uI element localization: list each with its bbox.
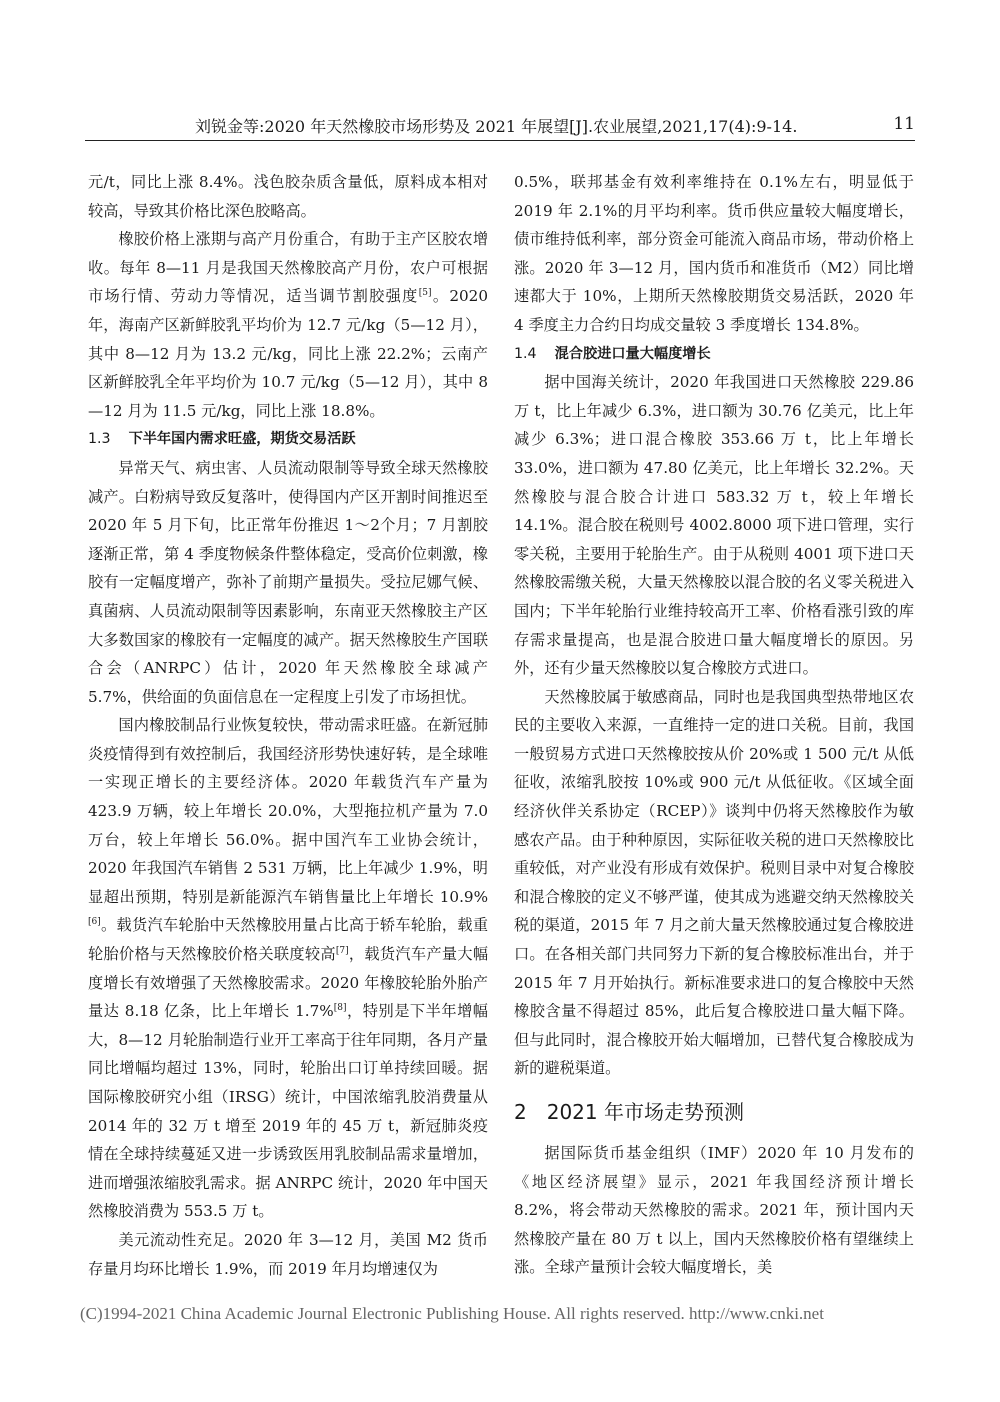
page-number: 11 <box>893 114 915 134</box>
paragraph: 橡胶价格上涨期与高产月份重合，有助于主产区胶农增收。每年 8—11 月是我国天然橡胶高产月份，农户可根据市场行情、劳动力等情况，适当调节割胶强度[5]。2020 年，海南产区新鲜胶乳平均价为 12.7 元/kg（5—12 月），其中 8—12 月为 13.2 元/kg，同比上涨 22.2%；云南产区新鲜胶乳全年平均价为 10.7 元/kg（5—12 月），其中 8—12 月为 11.5 元/kg，同比上涨 18.8%。 <box>88 230 489 420</box>
copyright-watermark: (C)1994-2021 China Academic Journal Electronic Publishing House. All rights reserved. http://www.cnki.net <box>80 1304 824 1323</box>
citation-ref: [6] <box>88 917 101 928</box>
header-citation: 刘锐金等:2020 年天然橡胶市场形势及 2021 年展望[J].农业展望,2021,17(4):9-14. <box>195 117 798 136</box>
paragraph: 天然橡胶属于敏感商品，同时也是我国典型热带地区农民的主要收入来源，一直维持一定的进口关税。目前，我国一般贸易方式进口天然橡胶按从价 20%或 1 500 元/t 从低征收，浓缩乳胶按 10%或 900 元/t 从低征收。《区域全面经济伙伴关系协定（RCEP）》谈判中仍将天然橡胶作为敏感农产品。由于种种原因，实际征收关税的进口天然橡胶比重较低，对产业没有形成有效保护。税则目录中对复合橡胶和混合橡胶的定义不够严谨，使其成为逃避交纳天然橡胶关税的渠道，2015 年 7 月之前大量天然橡胶通过复合橡胶进口。在各相关部门共同努力下新的复合橡胶标准出台，并于 2015 年 7 月开始执行。新标准要求进口的复合橡胶中天然橡胶含量不得超过 85%，此后复合橡胶进口量大幅下降。但与此同时，混合橡胶开始大幅增加，已替代复合橡胶成为新的避税渠道。 <box>514 687 914 1078</box>
paragraph: 异常天气、病虫害、人员流动限制等导致全球天然橡胶减产。白粉病导致反复落叶，使得国内产区开割时间推迟至 2020 年 5 月下旬，比正常年份推迟 1～2个月；7 月割胶逐渐正常，第 4 季度物候条件整体稳定，受高价位刺激，橡胶有一定幅度增产，弥补了前期产量损失。受拉尼娜气候、真菌病、人员流动限制等因素影响，东南亚天然橡胶主产区大多数国家的橡胶有一定幅度的减产。据天然橡胶生产国联合会（ANRPC）估计，2020 年天然橡胶全球减产 5.7%，供给面的负面信息在一定程度上引发了市场担忧。 <box>88 458 488 706</box>
citation-ref: [5] <box>418 288 432 299</box>
paragraph: 国内橡胶制品行业恢复较快，带动需求旺盛。在新冠肺炎疫情得到有效控制后，我国经济形势快速好转，是全球唯一实现正增长的主要经济体。2020 年载货汽车产量为 423.9 万辆，较上年增长 20.0%，大型拖拉机产量为 7.0 万台，较上年增长 56.0%。据中国汽车工业协会统计，2020 年我国汽车销售 2 531 万辆，比上年减少 1.9%，明显超出预期，特别是新能源汽车销售量比上年增长 10.9%[6]。载货汽车轮胎中天然橡胶用量占比高于轿车轮胎，载重轮胎价格与天然橡胶价格关联度较高[7]，载货汽车产量大幅度增长有效增强了天然橡胶需求。2020 年橡胶轮胎外胎产量达 8.18 亿条，比上年增长 1.7%[8]，特别是下半年增幅大，8—12 月轮胎制造行业开工率高于往年同期，各月产量同比增幅均超过 13%，同时，轮胎出口订单持续回暖。据国际橡胶研究小组（IRSG）统计，中国浓缩乳胶消费量从 2014 年的 32 万 t 增至 2019 年的 45 万 t，新冠肺炎疫情在全球持续蔓延又进一步诱致医用乳胶制品需求量增加，进而增强浓缩胶乳需求。据 ANRPC 统计，2020 年中国天然橡胶消费为 553.5 万 t。 <box>88 716 489 1221</box>
paragraph: 美元流动性充足。2020 年 3—12 月，美国 M2 货币存量月均环比增长 1.9%，而 2019 年月均增速仅为 <box>88 1230 488 1278</box>
paragraph: 元/t，同比上涨 8.4%。浅色胶杂质含量低，原料成本相对较高，导致其价格比深色胶略高。 <box>88 173 488 220</box>
paragraph: 0.5%，联邦基金有效利率维持在 0.1%左右，明显低于 2019 年 2.1%的月平均利率。货币供应量较大幅度增长，债市维持低利率，部分资金可能流入商品市场，带动价格上涨。2020 年 3—12 月，国内货币和准货币（M2）同比增速都大于 10%，上期所天然橡胶期货交易活跃，2020 年 4 季度主力合约日均成交量较 3 季度增长 134.8%。 <box>514 173 914 334</box>
running-header <box>85 112 915 141</box>
section-heading-1-4: 1.4 混合胶进口量大幅度增长 <box>514 345 711 362</box>
right-column <box>514 168 914 1282</box>
left-column <box>88 168 488 1283</box>
section-heading-1-3: 1.3 下半年国内需求旺盛，期货交易活跃 <box>88 431 356 448</box>
citation-ref: [7] <box>335 945 349 956</box>
citation-ref: [8] <box>333 1003 347 1014</box>
paragraph: 据中国海关统计，2020 年我国进口天然橡胶 229.86 万 t，比上年减少 6.3%，进口额为 30.76 亿美元，比上年减少 6.3%；进口混合橡胶 353.66 万 t，比上年增长 33.0%，进口额为 47.80 亿美元，比上年增长 32.2%。天然橡胶与混合胶合计进口 583.32 万 t，较上年增长 14.1%。混合胶在税则号 4002.8000 项下进口管理，实行零关税，主要用于轮胎生产。由于从税则 4001 项下进口天然橡胶需缴关税，大量天然橡胶以混合胶的名义零关税进入国内；下半年轮胎行业维持较高开工率、价格看涨引致的库存需求量提高，也是混合胶进口量大幅度增长的原因。另外，还有少量天然橡胶以复合橡胶方式进口。 <box>514 373 914 678</box>
paragraph: 据国际货币基金组织（IMF）2020 年 10 月发布的《地区经济展望》显示，2021 年我国经济预计增长 8.2%，将会带动天然橡胶的需求。2021 年，预计国内天然橡胶产量在 80 万 t 以上，国内天然橡胶价格有望继续上涨。全球产量预计会较大幅度增长，美 <box>514 1144 914 1277</box>
section-heading-2: 2 2021 年市场走势预测 <box>514 1100 744 1124</box>
